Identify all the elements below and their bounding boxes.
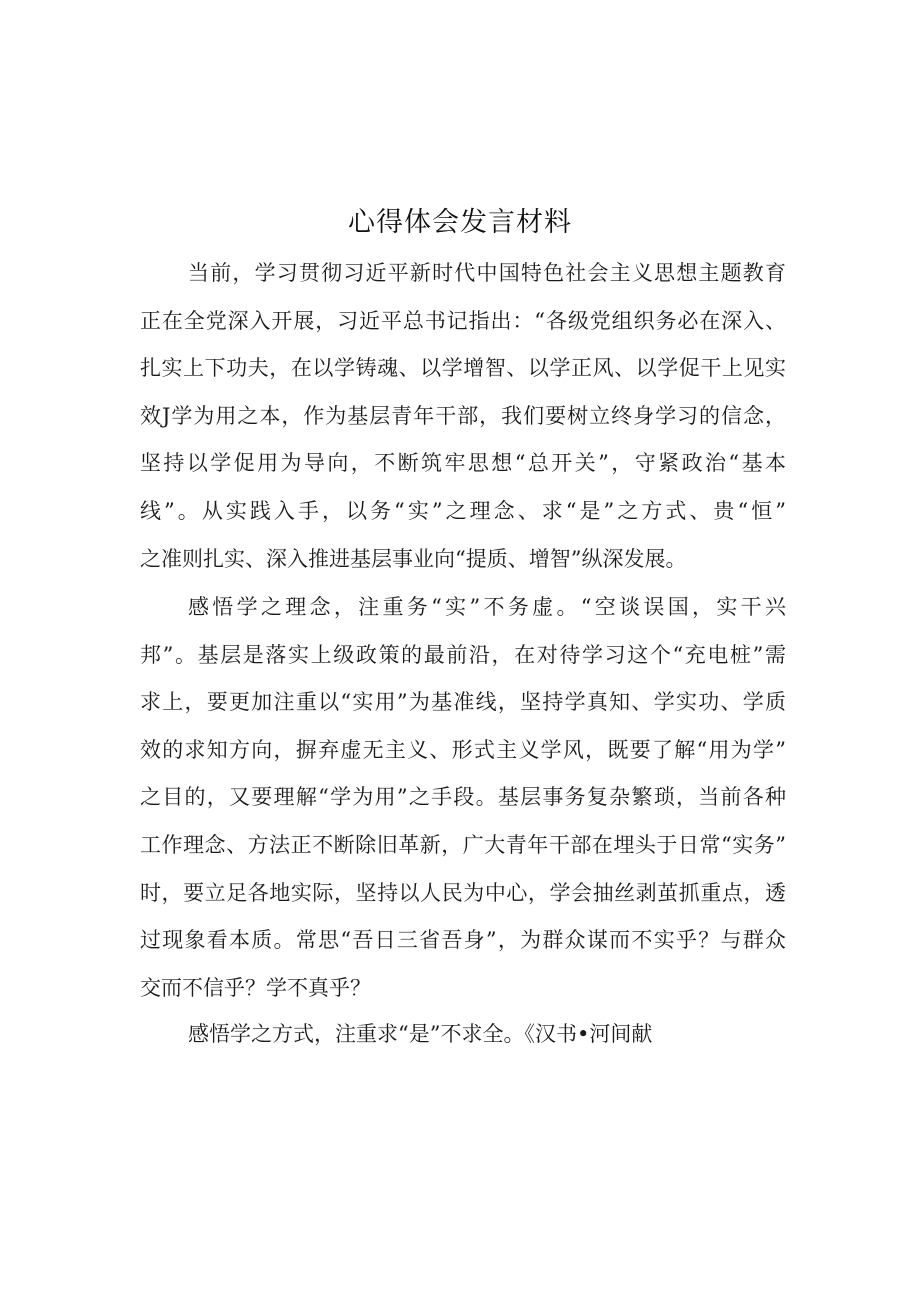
paragraph-line: 过现象看本质。常思“吾日三省吾身”，为群众谋而不实乎？与群众: [140, 928, 786, 953]
paragraph-line: 坚持以学促用为导向，不断筑牢思想“总开关”，守紧政治“基本: [140, 451, 786, 476]
paragraph-line: 求上，要更加注重以“实用”为基准线，坚持学真知、学实功、学质: [140, 690, 786, 715]
paragraph-line: 之目的，又要理解“学为用”之手段。基层事务复杂繁琐，当前各种: [140, 785, 786, 810]
paragraph-line: 效J学为用之本，作为基层青年干部，我们要树立终身学习的信念，: [140, 403, 786, 428]
paragraph-3: [140, 1011, 786, 1059]
paragraph-line: 之准则扎实、深入推进基层事业向“提质、增智”纵深发展。: [140, 546, 687, 571]
paragraph-line: 当前，学习贯彻习近平新时代中国特色社会主义思想主题教育: [188, 261, 786, 285]
paragraph-line: 感悟学之方式，注重求“是”不求全。《汉书•河间献: [188, 1022, 653, 1046]
paragraph-line: 时，要立足各地实际，坚持以人民为中心，学会抽丝剥茧抓重点，透: [140, 880, 786, 905]
paragraph-line: 邦”。基层是落实上级政策的最前沿，在对待学习这个“充电桩”需: [140, 642, 786, 667]
paragraph-2: [140, 584, 786, 1012]
paragraph-line: 线”。从实践入手，以务“实”之理念、求“是”之方式、贵“恒”: [140, 498, 786, 523]
paragraph-line: 交而不信乎？学不真乎？: [140, 975, 371, 1000]
paragraph-1: [140, 250, 786, 583]
document-title: 心得体会发言材料: [348, 207, 572, 238]
paragraph-line: 工作理念、方法正不断除旧革新，广大青年干部在埋头于日常“实务”: [140, 832, 786, 857]
paragraph-line: 感悟学之理念，注重务“实”不务虚。“空谈误国，实干兴: [188, 595, 786, 619]
paragraph-line: 扎实上下功夫，在以学铸魂、以学增智、以学正风、以学促干上见实: [140, 356, 786, 381]
paragraph-line: 正在全党深入开展，习近平总书记指出：“各级党组织务必在深入、: [140, 308, 786, 333]
paragraph-line: 效的求知方向，摒弃虚无主义、形式主义学风，既要了解“用为学”: [140, 737, 786, 762]
